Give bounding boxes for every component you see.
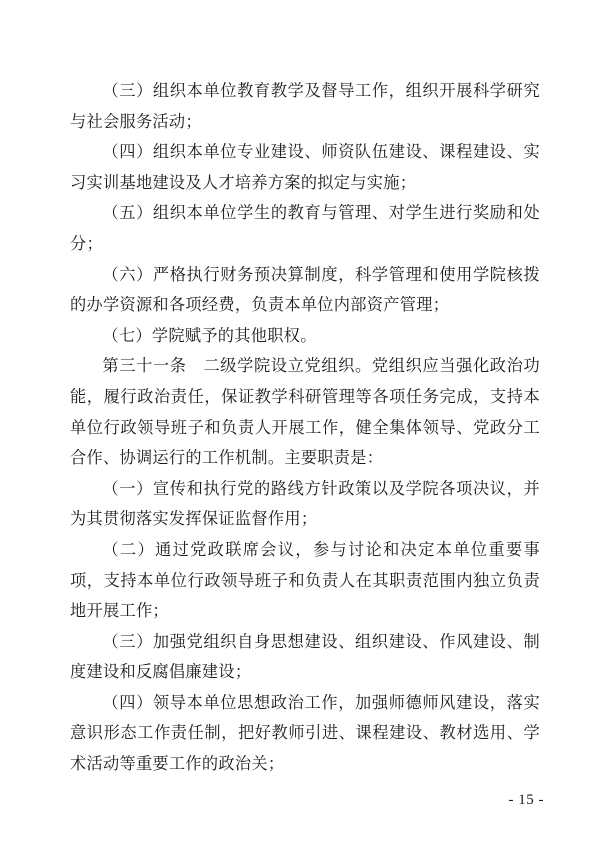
- paragraph-item-3: （三）组织本单位教育教学及督导工作，组织开展科学研究与社会服务活动；: [70, 81, 540, 131]
- paragraph-item-5: （五）组织本单位学生的教育与管理、对学生进行奖励和处分；: [70, 203, 540, 253]
- page-number: - 15 -: [508, 792, 544, 808]
- party-duty-item-2: （二）通过党政联席会议，参与讨论和决定本单位重要事项，支持本单位行政领导班子和负责人在其职责范围内独立负责地开展工作；: [70, 539, 540, 621]
- paragraph-item-6: （六）严格执行财务预决算制度，科学管理和使用学院核拨的办学资源和各项经费，负责本单位内部资产管理；: [70, 264, 540, 315]
- article-31-paragraph: 第三十一条 二级学院设立党组织。党组织应当强化政治功能，履行政治责任，保证教学科研管理等各项任务完成，支持本单位行政领导班子和负责人开展工作，健全集体领导、党政分工合作、协调运行的工作机制。主要职责是：: [70, 356, 540, 468]
- document-body: [70, 76, 540, 780]
- paragraph-item-7: （七）学院赋予的其他职权。: [102, 325, 317, 345]
- party-duty-item-3: （三）加强党组织自身思想建设、组织建设、作风建设、制度建设和反腐倡廉建设；: [70, 631, 540, 682]
- party-duty-item-4: （四）领导本单位思想政治工作，加强师德师风建设，落实意识形态工作责任制，把好教师引进、课程建设、教材选用、学术活动等重要工作的政治关；: [70, 692, 540, 774]
- paragraph-item-4: （四）组织本单位专业建设、师资队伍建设、课程建设、实习实训基地建设及人才培养方案的拟定与实施；: [70, 142, 540, 192]
- party-duty-item-1: （一）宣传和执行党的路线方针政策以及学院各项决议，并为其贯彻落实发挥保证监督作用；: [70, 478, 540, 529]
